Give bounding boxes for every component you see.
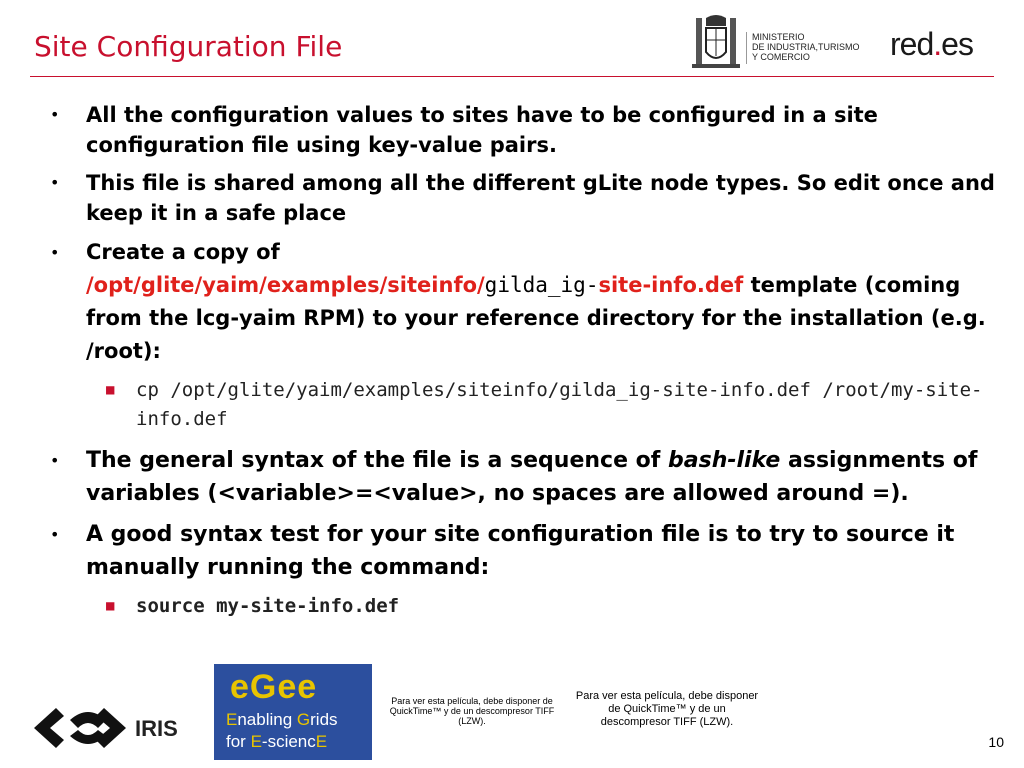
bullet-text: This file is shared among all the different gLite node types. So edit once and keep it in a safe place xyxy=(86,171,995,225)
bullet-item xyxy=(50,100,1000,160)
brand-left: red xyxy=(890,26,934,62)
title-rule xyxy=(30,76,994,77)
bullet-dot-icon: • xyxy=(50,525,60,544)
ministry-label xyxy=(752,32,860,62)
tag-hl: G xyxy=(296,710,311,729)
egee-tagline-2 xyxy=(226,732,327,752)
tag-hl: E xyxy=(226,710,238,729)
command-text: source my-site-info.def xyxy=(136,595,400,617)
bullet-item xyxy=(50,444,1000,510)
command-text: cp /opt/glite/yaim/examples/siteinfo/gilda_ig-site-info.def /root/my-site-info.def xyxy=(136,379,983,430)
iris-label: IRIS xyxy=(135,716,178,741)
tag-hl: E xyxy=(315,732,328,751)
egee-wordmark: eGee xyxy=(230,668,318,706)
brand-dot: . xyxy=(933,26,942,62)
egee-tagline-1 xyxy=(226,710,338,730)
path-red: /opt/glite/yaim/examples/siteinfo/ xyxy=(86,273,485,297)
bullet-text: Create a copy of xyxy=(86,240,280,264)
red-es-logo xyxy=(890,26,973,63)
sub-bullet-item xyxy=(50,376,1000,434)
tag-txt: for xyxy=(226,732,251,751)
ministry-line-1: MINISTERIO xyxy=(752,32,805,42)
header-divider xyxy=(746,32,747,64)
path-mono: gilda_ig- xyxy=(484,273,599,297)
tag-hl: E xyxy=(250,732,262,751)
bullet-item xyxy=(50,236,1000,368)
bullet-text: A good syntax test for your site configuration file is to try to source it manually running the command: xyxy=(86,522,955,580)
bullet-item xyxy=(50,168,1000,228)
egee-logo xyxy=(214,664,372,760)
tag-txt: -scienc xyxy=(261,732,316,751)
sub-bullet-item xyxy=(50,592,1000,621)
path-red-2: site-info.def xyxy=(598,273,744,297)
rediris-logo-icon xyxy=(30,700,130,756)
bullet-dot-icon: • xyxy=(50,451,60,470)
square-bullet-icon: ■ xyxy=(106,382,115,398)
bullet-text-cont: assignments of variables (<variable>=<value>, no spaces are allowed around =). xyxy=(86,448,978,506)
ministry-line-3: Y COMERCIO xyxy=(752,52,810,62)
bullet-text-cont: template (coming from the lcg-yaim RPM) to your reference directory for the installation (e.g. /root): xyxy=(86,273,986,363)
bullet-text: The general syntax of the file is a sequence of xyxy=(86,448,669,473)
bullet-dot-icon: • xyxy=(50,173,60,192)
spanish-coat-of-arms-icon xyxy=(690,12,742,72)
brand-right: es xyxy=(941,26,973,62)
bullet-dot-icon: • xyxy=(50,105,60,124)
quicktime-placeholder-small: Para ver esta película, debe disponer de QuickTime™ y de un descompresor TIFF (LZW). xyxy=(389,696,555,726)
slide-content xyxy=(50,100,1000,631)
bullet-dot-icon: • xyxy=(50,243,60,262)
page-number: 10 xyxy=(988,734,1004,750)
tag-txt: rids xyxy=(310,710,338,729)
ministry-line-2: DE INDUSTRIA,TURISMO xyxy=(752,42,860,52)
tag-txt: nabling xyxy=(237,710,297,729)
bullet-text: All the configuration values to sites have to be configured in a site configuration file using key-value pairs. xyxy=(86,103,878,157)
bullet-item xyxy=(50,518,1000,584)
square-bullet-icon: ■ xyxy=(106,598,115,614)
slide-title: Site Configuration File xyxy=(34,30,343,63)
italic-text: bash-like xyxy=(668,448,781,473)
quicktime-placeholder-large: Para ver esta película, debe disponer de QuickTime™ y de un descompresor TIFF (LZW). xyxy=(575,690,759,728)
